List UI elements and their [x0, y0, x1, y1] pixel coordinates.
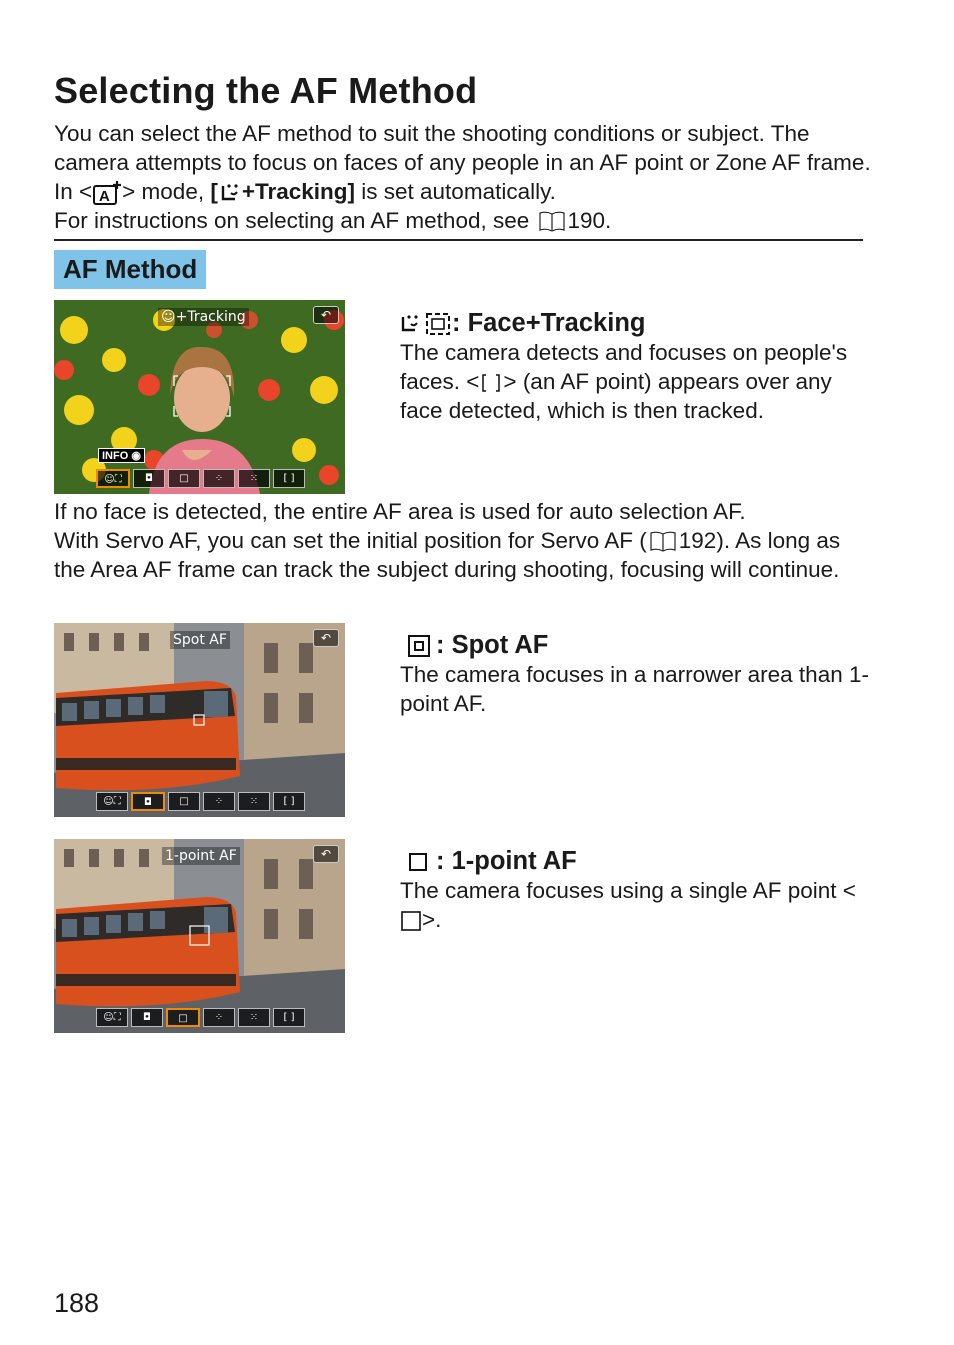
spot-af-body: The camera focuses in a narrower area than 1-point AF. — [400, 662, 869, 716]
1-point-af-mode-icon[interactable]: □ — [166, 1008, 200, 1027]
face-tracking-mode-icon[interactable]: ☺⛶ — [96, 1008, 128, 1027]
book-icon — [538, 210, 566, 232]
expand-af-mode-icon[interactable]: ⁘ — [203, 1008, 235, 1027]
tram-street-photo — [54, 839, 345, 1033]
af-point-bracket-icon — [479, 372, 503, 394]
return-icon[interactable]: ↶ — [313, 629, 339, 647]
page-title: Selecting the AF Method — [54, 70, 478, 111]
face-icon — [218, 180, 242, 206]
face-tracking-mode-icon[interactable]: ☺⛶ — [96, 792, 128, 811]
af-mode-bar — [96, 1008, 305, 1027]
book-icon — [649, 530, 677, 552]
af-mode-bar — [96, 469, 305, 488]
divider — [54, 239, 863, 241]
section-badge: AF Method — [54, 250, 206, 289]
scene-intelligent-auto-icon — [92, 180, 122, 206]
face-tracking-notes: If no face is detected, the entire AF area is used for auto selection AF. With Servo AF, you can set the initial position for Servo AF ( 192). As long as the Area AF frame can track the subject during shooting, focusing will continue. — [54, 499, 841, 582]
large-zone-af-mode-icon[interactable]: [ ] — [273, 1008, 305, 1027]
spot-af-mode-icon[interactable]: ◘ — [131, 792, 165, 811]
mode-label: ☺+Tracking — [158, 308, 249, 326]
return-icon[interactable]: ↶ — [313, 306, 339, 324]
svg-text:A: A — [99, 188, 110, 206]
1-point-af-heading: : 1-point AF — [436, 847, 577, 875]
intro-p1: You can select the AF method to suit the shooting conditions or subject. The camera attempts to focus on faces of any people in an AF point or Zone AF frame. In < — [54, 121, 871, 204]
1-point-af-mode-icon[interactable]: □ — [168, 792, 200, 811]
spot-af-mode-icon[interactable]: ◘ — [131, 1008, 163, 1027]
1-point-af-mode-icon[interactable]: □ — [168, 469, 200, 488]
face-tracking-heading: : Face+Tracking — [452, 309, 646, 337]
face-tracking-screen-image — [54, 300, 345, 494]
flower-portrait-photo — [54, 300, 345, 494]
1-point-af-icon — [400, 849, 436, 875]
face-tracking-icon — [400, 311, 452, 337]
info-button[interactable]: INFO ◉ — [98, 448, 145, 463]
mode-label: Spot AF — [170, 631, 230, 649]
spot-af-section — [400, 630, 870, 718]
spot-af-screen-image — [54, 623, 345, 817]
af-point-square-icon — [400, 910, 422, 932]
1-point-af-screen-image — [54, 839, 345, 1033]
1-point-af-section: : 1-point AF The camera focuses using a single AF point <>. — [400, 847, 856, 932]
zone-af-mode-icon[interactable]: ⁙ — [238, 792, 270, 811]
intro-text: You can select the AF method to suit the shooting conditions or subject. The camera attempts to focus on faces of any people in an AF point or Zone AF frame. In < A > mode, [ +Tracking] is set automatically. For instructions on selecting an AF method, see 190. — [54, 121, 871, 234]
large-zone-af-mode-icon[interactable]: [ ] — [273, 792, 305, 811]
face-tracking-mode-icon[interactable]: ☺⛶ — [96, 469, 130, 488]
spot-af-icon — [400, 633, 436, 659]
page-number: 188 — [54, 1288, 100, 1318]
large-zone-af-mode-icon[interactable]: [ ] — [273, 469, 305, 488]
face-tracking-section: : Face+Tracking The camera detects and focuses on people's faces. < > (an AF point) appears over any face detected, which is then tracked. — [400, 309, 848, 423]
return-icon[interactable]: ↶ — [313, 845, 339, 863]
af-mode-bar — [96, 792, 305, 811]
expand-af-mode-icon[interactable]: ⁘ — [203, 469, 235, 488]
mode-label: 1-point AF — [162, 847, 240, 865]
tram-street-photo — [54, 623, 345, 817]
zone-af-mode-icon[interactable]: ⁙ — [238, 1008, 270, 1027]
zone-af-mode-icon[interactable]: ⁙ — [238, 469, 270, 488]
spot-af-mode-icon[interactable]: ◘ — [133, 469, 165, 488]
expand-af-mode-icon[interactable]: ⁘ — [203, 792, 235, 811]
spot-af-heading: : Spot AF — [436, 631, 549, 659]
